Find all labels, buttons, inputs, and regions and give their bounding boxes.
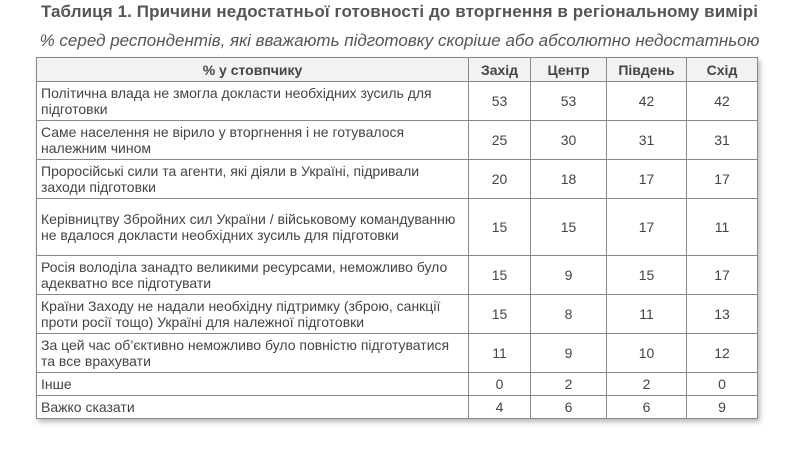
cell-east: 42 bbox=[687, 82, 758, 121]
cell-west: 15 bbox=[469, 295, 531, 334]
table-row bbox=[37, 334, 758, 373]
cell-center: 53 bbox=[531, 82, 607, 121]
row-label: Політична влада не змогла докласти необхідних зусиль для підготовки bbox=[37, 82, 469, 121]
cell-center: 15 bbox=[531, 199, 607, 256]
cell-west: 15 bbox=[469, 256, 531, 295]
column-header-east: Схід bbox=[687, 58, 758, 82]
column-header-west: Захід bbox=[469, 58, 531, 82]
row-label: Важко сказати bbox=[37, 396, 469, 419]
cell-east: 17 bbox=[687, 160, 758, 199]
cell-south: 11 bbox=[607, 295, 687, 334]
cell-south: 6 bbox=[607, 396, 687, 419]
cell-east: 0 bbox=[687, 373, 758, 396]
cell-south: 31 bbox=[607, 121, 687, 160]
cell-east: 12 bbox=[687, 334, 758, 373]
cell-center: 18 bbox=[531, 160, 607, 199]
table-header-row bbox=[37, 58, 758, 82]
cell-center: 9 bbox=[531, 334, 607, 373]
cell-east: 31 bbox=[687, 121, 758, 160]
data-table-container bbox=[36, 57, 758, 419]
cell-east: 9 bbox=[687, 396, 758, 419]
cell-west: 25 bbox=[469, 121, 531, 160]
table-row bbox=[37, 199, 758, 256]
row-label: Країни Заходу не надали необхідну підтримку (зброю, санкції проти росії тощо) Україні для належної підготовки bbox=[37, 295, 469, 334]
table-row bbox=[37, 256, 758, 295]
table-row bbox=[37, 373, 758, 396]
cell-center: 30 bbox=[531, 121, 607, 160]
cell-center: 2 bbox=[531, 373, 607, 396]
column-header-south: Південь bbox=[607, 58, 687, 82]
cell-east: 11 bbox=[687, 199, 758, 256]
cell-west: 15 bbox=[469, 199, 531, 256]
cell-west: 4 bbox=[469, 396, 531, 419]
table-row bbox=[37, 160, 758, 199]
cell-center: 6 bbox=[531, 396, 607, 419]
cell-south: 10 bbox=[607, 334, 687, 373]
table-row bbox=[37, 295, 758, 334]
cell-south: 2 bbox=[607, 373, 687, 396]
table-subtitle: % серед респондентів, які вважають підготовку скоріше або абсолютно недостатньою bbox=[39, 31, 760, 50]
row-label: Росія володіла занадто великими ресурсами, неможливо було адекватно все підготувати bbox=[37, 256, 469, 295]
table-row bbox=[37, 396, 758, 419]
cell-south: 17 bbox=[607, 160, 687, 199]
cell-east: 17 bbox=[687, 256, 758, 295]
cell-east: 13 bbox=[687, 295, 758, 334]
row-label: Інше bbox=[37, 373, 469, 396]
data-table bbox=[36, 57, 758, 419]
cell-south: 17 bbox=[607, 199, 687, 256]
cell-west: 53 bbox=[469, 82, 531, 121]
row-label: За цей час об’єктивно неможливо було повністю підготуватися та все врахувати bbox=[37, 334, 469, 373]
row-label: Керівництву Збройних сил України / військовому командуванню не вдалося докласти необхідних зусиль для підготовки bbox=[37, 199, 469, 256]
cell-west: 0 bbox=[469, 373, 531, 396]
column-header-center: Центр bbox=[531, 58, 607, 82]
table-title: Таблиця 1. Причини недостатньої готовності до вторгнення в регіональному вимірі bbox=[40, 2, 759, 21]
row-label: Проросійські сили та агенти, які діяли в Україні, підривали заходи підготовки bbox=[37, 160, 469, 199]
cell-west: 11 bbox=[469, 334, 531, 373]
table-row bbox=[37, 121, 758, 160]
cell-south: 42 bbox=[607, 82, 687, 121]
table-row bbox=[37, 82, 758, 121]
cell-center: 8 bbox=[531, 295, 607, 334]
cell-south: 15 bbox=[607, 256, 687, 295]
column-header-label: % у стовпчику bbox=[37, 58, 469, 82]
cell-center: 9 bbox=[531, 256, 607, 295]
cell-west: 20 bbox=[469, 160, 531, 199]
row-label: Саме населення не вірило у вторгнення і не готувалося належним чином bbox=[37, 121, 469, 160]
